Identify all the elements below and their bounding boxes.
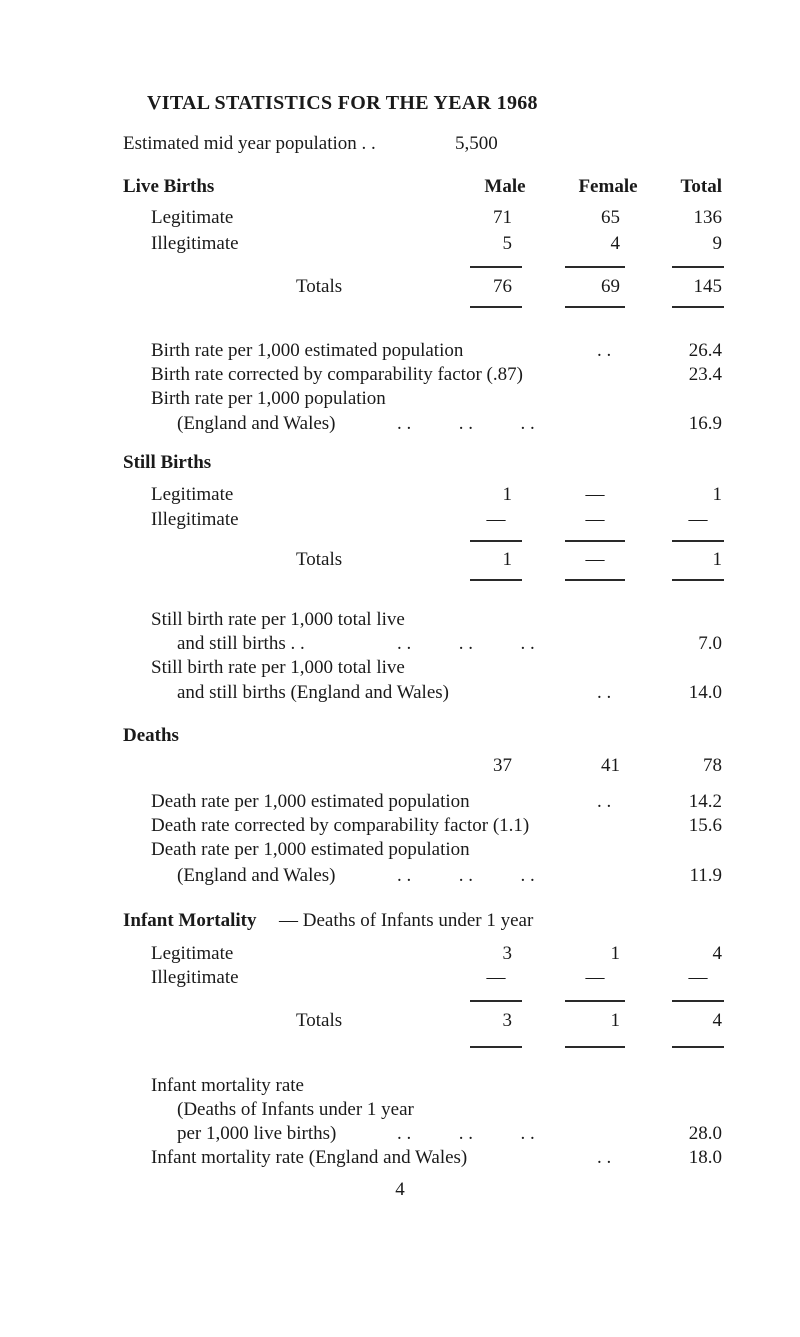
live-births-heading: Live Births [123,176,215,197]
infant-row-label: Legitimate [151,943,234,964]
rate-dots: . . . . . . [397,1123,535,1144]
rate-label: per 1,000 live births) [177,1123,337,1144]
infant-row-label: Illegitimate [151,967,239,988]
rate-label: (England and Wales) [177,413,336,434]
infant-mortality-heading: Infant Mortality [123,910,257,931]
rate-label: Death rate corrected by comparability factor (1.1) [151,815,530,836]
infant-row-total: 4 [712,943,722,964]
rate-value: 11.9 [689,865,722,886]
live-births-row-female: 4 [610,233,620,254]
rate-dots: . . [597,340,612,361]
still-births-totals-female: — [585,549,605,570]
still-births-row-total: — [688,509,708,530]
live-births-row-label: Illegitimate [151,233,239,254]
divider-rule [470,1046,522,1048]
rate-value: 14.0 [688,682,722,703]
page-title: VITAL STATISTICS FOR THE YEAR 1968 [147,92,538,114]
divider-rule [470,1000,522,1002]
still-births-totals-label: Totals [296,549,343,570]
still-births-row-male: — [486,509,506,530]
divider-rule [672,540,724,542]
divider-rule [470,540,522,542]
live-births-totals-label: Totals [296,276,343,297]
rate-label: Infant mortality rate [151,1075,304,1096]
rate-label: and still births (England and Wales) [177,682,449,703]
infant-row-male: — [486,967,506,988]
live-births-row-total: 136 [693,207,722,228]
page-number: 4 [395,1179,405,1200]
rate-label: (England and Wales) [177,865,336,886]
live-births-row-female: 65 [601,207,620,228]
live-births-totals-female: 69 [601,276,620,297]
live-births-row-total: 9 [712,233,722,254]
divider-rule [672,266,724,268]
still-births-row-total: 1 [712,484,722,505]
rate-value: 18.0 [688,1147,722,1168]
rate-dots: . . . . . . [397,865,535,886]
col-male-header: Male [484,176,526,197]
rate-value: 28.0 [688,1123,722,1144]
still-births-heading: Still Births [123,452,212,473]
divider-rule [565,1046,625,1048]
infant-totals-total: 4 [712,1010,722,1031]
live-births-totals-male: 76 [493,276,512,297]
divider-rule [565,1000,625,1002]
infant-totals-label: Totals [296,1010,343,1031]
rate-label: and still births . . [177,633,305,654]
rate-label: Birth rate corrected by comparability factor (.87) [151,364,523,385]
rate-dots: . . [597,791,612,812]
divider-rule [470,266,522,268]
rate-label: Death rate per 1,000 estimated population [151,839,470,860]
col-total-header: Total [680,176,722,197]
still-births-row-female: — [585,484,605,505]
infant-totals-male: 3 [502,1010,512,1031]
rate-value: 16.9 [688,413,722,434]
rate-value: 7.0 [698,633,722,654]
population-label: Estimated mid year population . . [123,133,376,154]
divider-rule [565,540,625,542]
rate-value: 15.6 [688,815,722,836]
rate-label: Death rate per 1,000 estimated population [151,791,470,812]
divider-rule [672,579,724,581]
rate-dots: . . . . . . [397,413,535,434]
divider-rule [672,306,724,308]
still-births-row-male: 1 [502,484,512,505]
live-births-row-male: 71 [493,207,512,228]
infant-row-male: 3 [502,943,512,964]
infant-totals-female: 1 [610,1010,620,1031]
deaths-total: 78 [703,755,722,776]
rate-dots: . . [597,682,612,703]
divider-rule [565,579,625,581]
deaths-female: 41 [601,755,620,776]
still-births-row-label: Legitimate [151,484,234,505]
population-value: 5,500 [455,133,498,154]
col-female-header: Female [578,176,638,197]
divider-rule [672,1046,724,1048]
still-births-totals-total: 1 [712,549,722,570]
divider-rule [565,306,625,308]
divider-rule [672,1000,724,1002]
infant-row-female: 1 [610,943,620,964]
divider-rule [470,579,522,581]
divider-rule [565,266,625,268]
live-births-row-male: 5 [502,233,512,254]
live-births-totals-total: 145 [693,276,722,297]
rate-dots: . . [597,1147,612,1168]
divider-rule [470,306,522,308]
still-births-totals-male: 1 [502,549,512,570]
rate-label: (Deaths of Infants under 1 year [177,1099,414,1120]
infant-row-female: — [585,967,605,988]
rate-label: Still birth rate per 1,000 total live [151,609,405,630]
rate-value: 23.4 [688,364,722,385]
rate-dots: . . . . . . [397,633,535,654]
infant-mortality-subheading: — Deaths of Infants under 1 year [279,910,534,931]
rate-label: Infant mortality rate (England and Wales) [151,1147,468,1168]
rate-label: Birth rate per 1,000 population [151,388,386,409]
rate-value: 26.4 [688,340,722,361]
deaths-heading: Deaths [123,725,179,746]
rate-label: Birth rate per 1,000 estimated population [151,340,464,361]
rate-label: Still birth rate per 1,000 total live [151,657,405,678]
deaths-male: 37 [493,755,512,776]
live-births-row-label: Legitimate [151,207,234,228]
rate-value: 14.2 [688,791,722,812]
infant-row-total: — [688,967,708,988]
still-births-row-label: Illegitimate [151,509,239,530]
still-births-row-female: — [585,509,605,530]
